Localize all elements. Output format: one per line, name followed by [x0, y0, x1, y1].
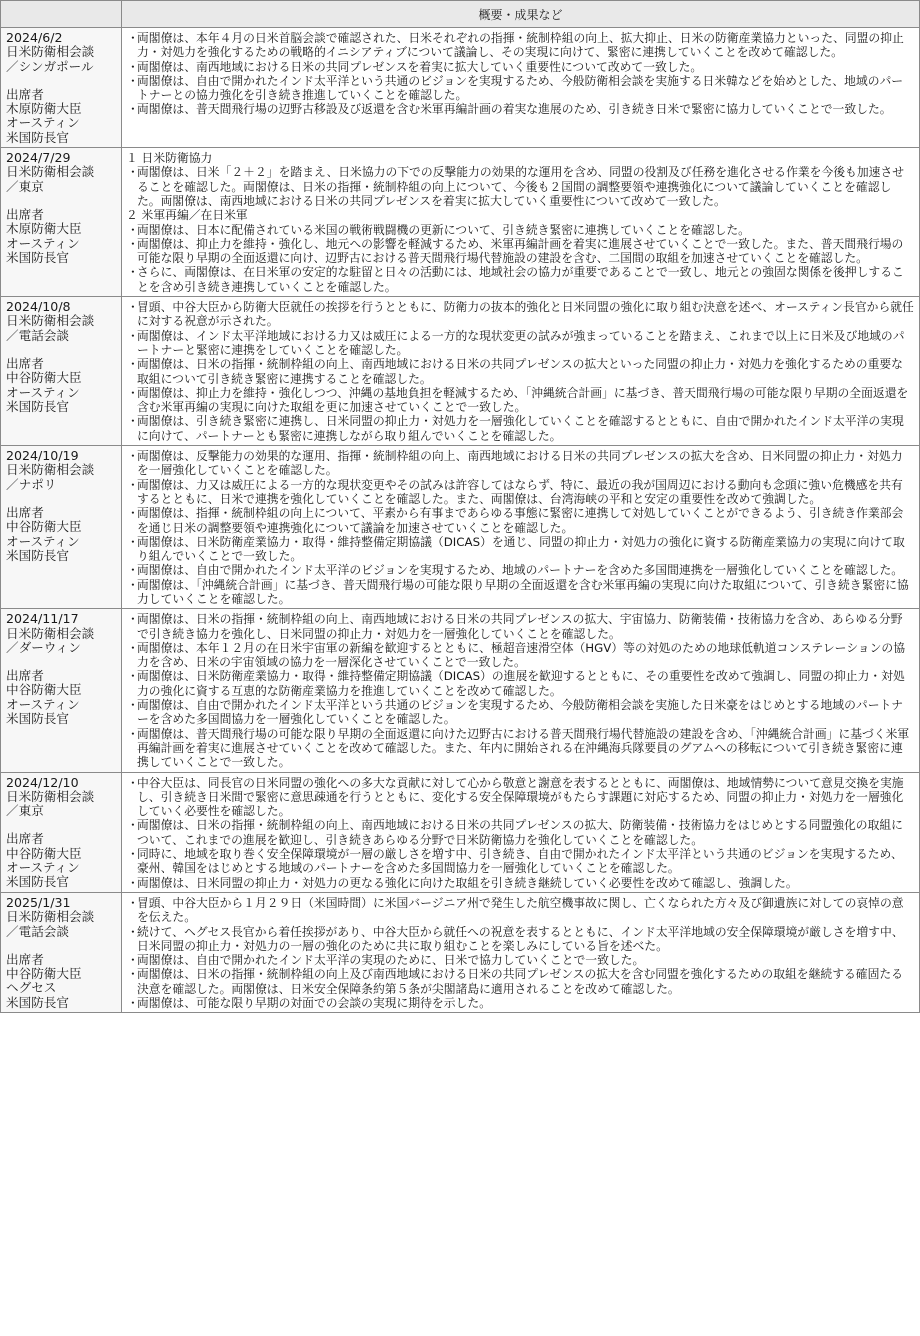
- attendee: 米国防長官: [6, 874, 69, 890]
- summary-bullet-item: [126, 223, 914, 237]
- bullet-text: 両閣僚は、日米の指揮・統制枠組の向上、南西地域における日米の共同プレゼンスの拡大といった同盟の抑止力・対処力を強化するための重要な取組について引き続き緊密に連携することを確認した。: [137, 357, 903, 386]
- attendee: 米国防長官: [6, 398, 69, 414]
- spacer: [6, 343, 119, 357]
- attendees-label: 出席者: [6, 86, 44, 102]
- bullet-icon: ・: [127, 612, 139, 627]
- meeting-name: 日米防衛相会談: [6, 313, 95, 329]
- bullet-text: 両閣僚は、本年１２月の在日米宇宙軍の新編を歓迎するとともに、極超音速滑空体（HGV）等の対処のための地球低軌道コンステレーションの協力を含め、日米の宇宙領域の協力を一層深化させていくことで一致した。: [137, 640, 905, 670]
- bullet-icon: ・: [127, 31, 139, 45]
- bullet-text: 両閣僚は、普天間飛行場の可能な限り早期の全面返還に向けた辺野古における普天間飛行場代替施設の建設を含め、「沖縄統合計画」に基づく米軍再編計画を着実に進展させていくことを改めて確認した。また、年内に開始される在沖縄海兵隊要員のグアムへの移転について引き続き緊密に連携していくことで一致した。: [137, 726, 910, 770]
- bullet-icon: ・: [127, 953, 139, 968]
- attendee: オースティン: [6, 860, 80, 876]
- table-row: [1, 446, 920, 609]
- table-header-row: [1, 1, 920, 28]
- meeting-name: 日米防衛相会談: [6, 909, 95, 925]
- bullet-text: 両閣僚は、日米の指揮・統制枠組の向上、南西地域における日米の共同プレゼンスの拡大、宇宙協力、防衛装備・技術協力を含め、あらゆる分野で引き続き協力を強化し、日米同盟の抑止力・対処力を一層強化していくことを確認した。: [137, 612, 903, 641]
- bullet-icon: ・: [127, 449, 139, 464]
- summary-bullet-item: [126, 612, 914, 641]
- bullet-icon: ・: [127, 102, 139, 117]
- meeting-date: 2025/1/31: [6, 894, 71, 910]
- attendees-label: 出席者: [6, 668, 44, 684]
- attendee: 米国防長官: [6, 711, 69, 727]
- attendee: 木原防衛大臣: [6, 221, 82, 237]
- bullet-text: 両閣僚は、日米の指揮・統制枠組の向上、南西地域における日米の共同プレゼンスの拡大、防衛装備・技術協力をはじめとする同盟強化の取組について、これまでの進展を歓迎し、引き続きあらゆる分野で日米防衛協力を強化していくことを確認した。: [137, 818, 903, 847]
- summary-bullet-item: [126, 449, 914, 478]
- attendee: オースティン: [6, 533, 80, 549]
- bullet-icon: ・: [127, 967, 139, 982]
- summary-bullet-item: [126, 74, 914, 103]
- spacer: [6, 492, 119, 506]
- meeting-place: ／東京: [6, 178, 44, 194]
- bullet-icon: ・: [127, 924, 139, 939]
- summary-bullet-item: [126, 478, 914, 507]
- bullet-text: 両閣僚は、南西地域における日米の共同プレゼンスを着実に拡大していく重要性について改めて一致した。: [137, 59, 703, 74]
- table-body: [1, 28, 920, 1013]
- bullet-icon: ・: [127, 847, 139, 862]
- summary-cell: [122, 446, 920, 609]
- summary-cell: [122, 609, 920, 772]
- meeting-info-cell: [1, 446, 122, 609]
- table-row: [1, 609, 920, 772]
- bullet-text: 両閣僚は、指揮・統制枠組の向上について、平素から有事まであらゆる事態に緊密に連携して対処していくことができるよう、引き続き作業部会を通じ日米の調整要領や連携強化について議論を加速させていくことを確認した。: [137, 506, 904, 535]
- attendee: オースティン: [6, 235, 80, 251]
- table-row: [1, 772, 920, 892]
- summary-bullet-item: [126, 896, 914, 925]
- bullet-icon: ・: [127, 698, 139, 713]
- bullet-text: 両閣僚は、自由で開かれたインド太平洋のビジョンを実現するため、地域のパートナーを含めた多国間連携を一層強化していくことを確認した。: [137, 563, 904, 578]
- bullet-text: 両閣僚は、力又は威圧による一方的な現状変更やその試みは許容してはならず、特に、最近の我が国周辺における動向も念頭に強い危機感を共有するとともに、日米で連携を強化していくことを確認した。また、両閣僚は、台湾海峡の平和と安定の重要性を改めて強調した。: [137, 477, 903, 506]
- bullet-text: 両閣僚は、自由で開かれたインド太平洋の実現のために、日米で協力していくことで一致した。: [137, 953, 645, 968]
- summary-bullet-item: [126, 60, 914, 74]
- bullet-icon: ・: [127, 640, 139, 655]
- bullet-icon: ・: [127, 669, 139, 684]
- attendee: オースティン: [6, 696, 80, 712]
- meeting-date: 2024/11/17: [6, 611, 79, 627]
- bullet-icon: ・: [127, 726, 139, 741]
- summary-bullet-item: [126, 967, 914, 996]
- meeting-place: ／電話会談: [6, 923, 69, 939]
- summary-cell: [122, 772, 920, 892]
- bullet-text: 両閣僚は、日米の指揮・統制枠組の向上及び南西地域における日米の共同プレゼンスの拡大を含む同盟を強化するための取組を継続する確固たる決意を確認した。両閣僚は、日米安全保障条約第５条が尖閣諸島に適用されることを改めて確認した。: [137, 967, 903, 996]
- bullet-text: 両閣僚は、普天間飛行場の辺野古移設及び返還を含む米軍再編計画の着実な進展のため、引き続き日米で緊密に協力していくことで一致した。: [137, 102, 892, 117]
- summary-cell: [122, 28, 920, 148]
- meeting-info-cell: [1, 772, 122, 892]
- bullet-text: 両閣僚は、本年４月の日米首脳会談で確認された、日米それぞれの指揮・統制枠組の向上、拡大抑止、日米の防衛産業協力といった、同盟の抑止力・対処力を強化するための戦略的イニシアティブについて議論し、その実現に向けて、緊密に連携していくことを改めて確認した。: [137, 31, 904, 60]
- bullet-text: 両閣僚は、抑止力を維持・強化し、地元への影響を軽減するため、米軍再編計画を着実に進展させていくことで一致した。また、普天間飛行場の可能な限り早期の全面返還に向け、辺野古における普天間飛行場代替施設の建設を含む、二国間の取組を加速させていくことを確認した。: [137, 236, 904, 266]
- summary-bullet-item: [126, 414, 914, 443]
- attendee: オースティン: [6, 115, 80, 131]
- bullet-text: 両閣僚は、日米「２＋２」を踏まえ、日米協力の下での反撃能力の効果的な運用を含め、同盟の役割及び任務を進化させる作業を今後も加速させることを確認した。両閣僚は、日米の指揮・統制枠組の向上について、今後も２国間の調整要領や連携強化について議論していくことを確認した。両閣僚は、南西地域における日米の共同プレゼンスを着実に拡大していく重要性について改めて一致した。: [137, 165, 905, 208]
- bullet-icon: ・: [127, 73, 139, 88]
- spacer: [6, 194, 119, 208]
- bullet-icon: ・: [127, 385, 139, 400]
- bullet-text: 両閣僚は、インド太平洋地域における力又は威圧による一方的な現状変更の試みが強まっていることを踏まえ、これまで以上に日米及び地域のパートナーと緊密に連携をしていくことを確認した。: [137, 328, 905, 357]
- attendee: 米国防長官: [6, 994, 69, 1010]
- bullet-icon: ・: [127, 477, 139, 492]
- bullet-icon: ・: [127, 577, 139, 592]
- bullet-text: 両閣僚は、日米防衛産業協力・取得・維持整備定期協議（DICAS）の進展を歓迎するとともに、その重要性を改めて強調し、同盟の抑止力・対処力の強化に資する互恵的な防衛産業協力を推進していくことを改めて確認した。: [137, 669, 905, 698]
- meeting-name: 日米防衛相会談: [6, 788, 95, 804]
- bullet-icon: ・: [127, 775, 139, 790]
- summary-bullet-item: [126, 165, 914, 208]
- bullet-text: 両閣僚は、日本に配備されている米国の戦術戦闘機の更新について、引き続き緊密に連携していくことを確認した。: [137, 222, 750, 237]
- summary-bullet-item: [126, 925, 914, 954]
- bullet-text: 両閣僚は、自由で開かれたインド太平洋という共通のビジョンを実現するため、今般防衛相会談を実施した日米豪をはじめとする地域のパートナーを含めた多国間協力を一層強化していくことを確認した。: [137, 698, 904, 727]
- attendee: 米国防長官: [6, 547, 69, 563]
- summary-bullet-item: [126, 386, 914, 415]
- bullet-icon: ・: [127, 236, 139, 251]
- meeting-place: ／東京: [6, 803, 44, 819]
- bullet-text: 両閣僚は、抑止力を維持・強化しつつ、沖縄の基地負担を軽減するため、「沖縄統合計画」に基づき、普天間飛行場の可能な限り早期の全面返還を含む米軍再編の実現に向けた取組を更に加速させていくことで一致した。: [137, 385, 909, 415]
- meeting-place: ／電話会談: [6, 327, 69, 343]
- summary-bullet-item: [126, 237, 914, 266]
- bullet-icon: ・: [127, 265, 139, 280]
- meeting-name: 日米防衛相会談: [6, 462, 95, 478]
- meeting-name: 日米防衛相会談: [6, 44, 95, 60]
- meeting-date: 2024/10/19: [6, 448, 79, 464]
- attendees-label: 出席者: [6, 951, 44, 967]
- attendee: 中谷防衛大臣: [6, 370, 82, 386]
- bullet-icon: ・: [127, 59, 139, 74]
- summary-bullet-item: [126, 727, 914, 770]
- meeting-date: 2024/12/10: [6, 774, 79, 790]
- summary-bullet-item: [126, 31, 914, 60]
- bullet-icon: ・: [127, 222, 139, 237]
- bullet-text: 中谷大臣は、同長官の日米同盟の強化への多大な貢献に対して心から敬意と謝意を表するとともに、両閣僚は、地域情勢について意見交換を実施し、引き続き日米間で緊密に意思疎通を行うとともに、変化する安全保障環境がもたらす課題に対応するため、同盟の抑止力・対処力を一層強化していく必要性を確認した。: [137, 775, 904, 819]
- bullet-text: 両閣僚は、可能な限り早期の対面での会談の実現に期待を示した。: [137, 996, 491, 1010]
- bullet-icon: ・: [127, 895, 139, 910]
- meeting-place: ／シンガポール: [6, 58, 94, 74]
- header-meeting-column: [1, 1, 122, 28]
- bullet-icon: ・: [127, 996, 139, 1010]
- table-row: [1, 148, 920, 297]
- bullet-text: 同時に、地域を取り巻く安全保障環境が一層の厳しさを増す中、引き続き、自由で開かれたインド太平洋という共通のビジョンを実現するため、豪州、韓国をはじめとする地域のパートナーを含めた多国間協力を一層強化していくことを確認した。: [137, 847, 903, 876]
- attendee: 中谷防衛大臣: [6, 519, 82, 535]
- summary-bullet-item: [126, 669, 914, 698]
- meeting-date: 2024/6/2: [6, 30, 63, 45]
- bullet-icon: ・: [127, 357, 139, 372]
- summary-subheading: ２ 米軍再編／在日米軍: [126, 208, 248, 223]
- bullet-icon: ・: [127, 300, 139, 315]
- summary-bullet-item: [126, 357, 914, 386]
- meeting-info-cell: [1, 28, 122, 148]
- bullet-icon: ・: [127, 414, 139, 429]
- meeting-info-cell: [1, 609, 122, 772]
- summary-bullet-item: [126, 641, 914, 670]
- bullet-icon: ・: [127, 506, 139, 521]
- summary-bullet-item: [126, 953, 914, 967]
- spacer: [6, 939, 119, 953]
- attendee: 中谷防衛大臣: [6, 845, 82, 861]
- summary-bullet-item: [126, 698, 914, 727]
- bullet-text: 両閣僚は、日米防衛産業協力・取得・維持整備定期協議（DICAS）を通じ、同盟の抑止力・対処力の強化に資する防衛産業協力の実現に向けて取り組んでいくことで一致した。: [137, 534, 905, 564]
- bullet-icon: ・: [127, 165, 139, 180]
- bullet-text: 冒頭、中谷大臣から防衛大臣就任の挨拶を行うとともに、防衛力の抜本的強化と日米同盟の強化に取り組む決意を述べ、オースティン長官から就任に対する祝意が示された。: [137, 300, 914, 329]
- bullet-text: 冒頭、中谷大臣から１月２９日（米国時間）に米国バージニア州で発生した航空機事故に関し、亡くなられた方々及び御遺族に対しての哀悼の意を伝えた。: [137, 895, 904, 925]
- meeting-info-cell: [1, 148, 122, 297]
- meeting-info-cell: [1, 297, 122, 446]
- summary-bullet-item: [126, 776, 914, 819]
- summary-bullet-item: [126, 876, 914, 890]
- meeting-place: ／ナポリ: [6, 476, 57, 492]
- attendee: 中谷防衛大臣: [6, 966, 82, 982]
- bullet-icon: ・: [127, 534, 139, 549]
- spacer: [6, 655, 119, 669]
- summary-cell: [122, 148, 920, 297]
- bullet-icon: ・: [127, 563, 139, 578]
- table-row: [1, 892, 920, 1012]
- bullet-text: 両閣僚は、反撃能力の効果的な運用、指揮・統制枠組の向上、南西地域における日米の共同プレゼンスの拡大を含め、日米同盟の抑止力・対処力を一層強化していくことを確認した。: [137, 449, 903, 478]
- bullet-text: 両閣僚は、「沖縄統合計画」に基づき、普天間飛行場の可能な限り早期の全面返還を含む米軍再編の実現に向けた取組について、引き続き緊密に協力していくことを確認した。: [137, 577, 909, 606]
- summary-bullet-item: [126, 506, 914, 535]
- attendees-label: 出席者: [6, 504, 44, 520]
- attendee: オースティン: [6, 384, 80, 400]
- bullet-text: 両閣僚は、引き続き緊密に連携し、日米同盟の抑止力・対処力を一層強化していくことを確認するとともに、自由で開かれたインド太平洋の実現に向けて、パートナーとも緊密に連携しながら取り組んでいくことを確認した。: [137, 414, 904, 443]
- table-row: [1, 28, 920, 148]
- summary-bullet-item: [126, 563, 914, 577]
- bullet-icon: ・: [127, 875, 139, 890]
- header-summary-column: 概要・成果など: [122, 1, 920, 28]
- attendee: 米国防長官: [6, 249, 69, 265]
- meeting-date: 2024/7/29: [6, 150, 71, 166]
- summary-bullet-item: [126, 300, 914, 329]
- bullet-text: 両閣僚は、自由で開かれたインド太平洋という共通のビジョンを実現するため、今般防衛相会談を実施する日米韓などを始めとした、地域のパートナーとの協力強化を引き続き推進していくことを確認した。: [137, 73, 904, 103]
- summary-bullet-item: [126, 996, 914, 1010]
- attendee: ヘグセス: [6, 980, 57, 996]
- summary-bullet-item: [126, 102, 914, 116]
- meeting-date: 2024/10/8: [6, 299, 71, 315]
- summary-cell: [122, 892, 920, 1012]
- summary-bullet-item: [126, 329, 914, 358]
- meeting-place: ／ダーウィン: [6, 639, 81, 655]
- meeting-name: 日米防衛相会談: [6, 164, 95, 180]
- table-row: [1, 297, 920, 446]
- attendees-label: 出席者: [6, 831, 44, 847]
- summary-cell: [122, 297, 920, 446]
- bullet-text: さらに、両閣僚は、在日米軍の安定的な駐留と日々の活動には、地域社会の協力が重要であることで一致し、地元との強固な関係を後押しすることを含め引き続き連携していくことを確認した。: [137, 265, 904, 294]
- spacer: [6, 74, 119, 88]
- summary-bullet-item: [126, 578, 914, 607]
- attendees-label: 出席者: [6, 206, 44, 222]
- spacer: [6, 818, 119, 832]
- attendee: 米国防長官: [6, 129, 69, 145]
- attendee: 中谷防衛大臣: [6, 682, 82, 698]
- attendee: 木原防衛大臣: [6, 101, 82, 117]
- bullet-text: 両閣僚は、日米同盟の抑止力・対処力の更なる強化に向けた取組を引き続き継続していく必要性を改めて確認し、強調した。: [137, 875, 798, 890]
- attendees-label: 出席者: [6, 355, 44, 371]
- summary-bullet-item: [126, 847, 914, 876]
- bullet-text: 続けて、ヘグセス長官から着任挨拶があり、中谷大臣から就任への祝意を表するとともに、インド太平洋地域の安全保障環境が厳しさを増す中、日米同盟の抑止力・対処力の一層の強化のために共に取り組むことを楽しみにしている旨を述べた。: [137, 924, 904, 953]
- bullet-icon: ・: [127, 328, 139, 343]
- meeting-name: 日米防衛相会談: [6, 625, 95, 641]
- summary-bullet-item: [126, 535, 914, 564]
- meeting-info-cell: [1, 892, 122, 1012]
- bullet-icon: ・: [127, 818, 139, 833]
- summary-subheading: １ 日米防衛協力: [126, 151, 213, 166]
- summary-bullet-item: [126, 818, 914, 847]
- summary-bullet-item: [126, 265, 914, 294]
